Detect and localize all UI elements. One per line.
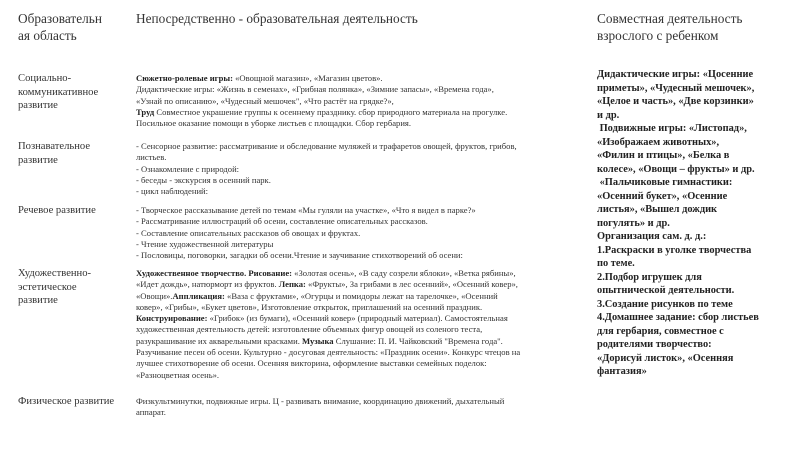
- activity-text: Слушание: П. И. Чайковский "Времена года".: [333, 335, 503, 346]
- activity-text: листьев.: [136, 152, 167, 163]
- activity-heading: Музыка: [302, 335, 334, 346]
- activity-text: Совместное украшение группы к осеннему празднику. сбор природного материала на прогулке.: [154, 106, 508, 117]
- row-area-label: [18, 204, 96, 218]
- activity-heading: Конструирование:: [136, 313, 208, 324]
- header-col-activity: Непосредственно - образовательная деятельность: [136, 11, 418, 26]
- joint-activity-line: 1.Раскраски в уголке творчества: [597, 244, 752, 256]
- activity-text: - Ознакомление с природой:: [136, 163, 240, 174]
- row-activity-content: [136, 141, 596, 197]
- activity-text: разукрашивание их акварельными красками.: [136, 335, 303, 346]
- activity-text: Посильное оказание помощи в уборке листьев с площадки. Сбор гербария.: [136, 118, 412, 129]
- activity-text: Физкультминутки, подвижные игры. Ц - развивать внимание, координацию движений, дыхательный: [136, 396, 505, 406]
- joint-activity-line: и др.: [597, 109, 620, 121]
- row-area-label: [18, 140, 90, 167]
- activity-line: [136, 347, 596, 358]
- joint-activity-line: опытнической деятельности.: [597, 285, 735, 296]
- activity-text: - Рассматривание иллюстраций об осени, составление описательных рассказов.: [136, 216, 428, 227]
- joint-activity-line: «Филин и птицы», «Белка в: [597, 150, 730, 161]
- area-label-line: развитие: [18, 295, 58, 306]
- activity-text: «Золотая осень», «В саду созрели яблоки», «Ветка рябины»,: [292, 268, 516, 278]
- row-activity-content: [136, 396, 596, 419]
- area-label-line: Речевое развитие: [18, 205, 96, 216]
- activity-text: Дидактические игры: «Жизнь в семенах», «Грибная полянка», «Зимние запасы», «Времена года»,: [136, 84, 494, 95]
- joint-activity-line: родителями творчество:: [597, 339, 712, 350]
- joint-activity-line: для гербария, совместное с: [597, 325, 724, 337]
- activity-heading: Художественное творчество. Рисование:: [136, 268, 293, 278]
- activity-line: [136, 118, 596, 129]
- activity-line: [136, 96, 596, 107]
- joint-activity-line: Дидактические игры: «Цосенние: [597, 69, 754, 80]
- joint-activity-line: Подвижные игры: «Листопад»,: [597, 123, 747, 134]
- activity-text: ковер», «Грибы», «Букет цветов», Изготовление открыток, приглашений на осенний праздник.: [136, 301, 483, 312]
- activity-text: - Составление описательных рассказов об овощах и фруктах.: [136, 227, 361, 238]
- joint-activity-line: колесе», «Овощи – фрукты» и др.: [597, 163, 755, 175]
- activity-line: [136, 324, 596, 335]
- joint-activity-line: «Осенний букет», «Осенние: [597, 190, 728, 202]
- joint-activity-column: [597, 68, 797, 379]
- activity-text: - цикл наблюдений:: [136, 186, 209, 197]
- activity-line: [136, 205, 596, 216]
- activity-line: [136, 84, 596, 95]
- activity-text: - Чтение художественной литературы: [136, 238, 274, 249]
- activity-heading: Лепка:: [278, 279, 306, 290]
- joint-activity-line: «Целое и часть», «Две корзинки»: [597, 96, 754, 107]
- area-label-line: развитие: [18, 154, 58, 166]
- activity-text: - Пословицы, поговорки, загадки об осени.Чтение и заучивание стихотворений об осени:: [136, 250, 463, 261]
- row-area-label: [18, 395, 114, 409]
- activity-text: - беседы - экскурсия в осенний парк.: [136, 174, 271, 185]
- joint-activity-line: «Дорисуй листок», «Осенняя: [597, 352, 734, 364]
- joint-activity-line: 3.Создание рисунков по теме: [597, 298, 733, 310]
- activity-line: [136, 268, 596, 279]
- activity-line: [136, 228, 596, 239]
- header-col-joint: [597, 10, 742, 44]
- activity-line: [136, 141, 596, 152]
- joint-activity-line: по теме.: [597, 258, 635, 269]
- activity-text: лучшее стихотворение об осени. Осенняя викторина, оформление выставки семейных поделок:: [136, 358, 487, 369]
- header-joint-line1: Совместная деятельность: [597, 11, 743, 26]
- activity-line: [136, 396, 596, 407]
- area-label-line: Познавательное: [18, 141, 91, 152]
- joint-activity-line: приметы», «Чудесный мешочек»,: [597, 82, 755, 94]
- area-label-line: Социально-: [18, 73, 72, 84]
- row-activity-content: [136, 73, 596, 129]
- activity-line: [136, 370, 596, 381]
- row-area-label: [18, 267, 91, 308]
- header-joint-line2: взрослого с ребенком: [597, 28, 719, 43]
- activity-text: художественная деятельность детей: изготовление объемных фигур овощей из соленого теста,: [136, 324, 483, 335]
- activity-text: «Фрукты», За грибами в лес осенний», «Осенний ковер»,: [305, 279, 518, 290]
- activity-heading: Аппликация:: [172, 290, 225, 301]
- area-label-line: Художественно-: [18, 268, 92, 279]
- activity-text: аппарат.: [136, 407, 166, 418]
- activity-line: [136, 186, 596, 197]
- area-label-line: Физическое развитие: [18, 396, 115, 407]
- area-label-line: коммуникативное: [18, 86, 99, 98]
- activity-text: Разучивание песен об осени. Культурно - досуговая деятельность: «Праздник осени». Конкурс чтецов на: [136, 347, 521, 358]
- activity-line: [136, 107, 596, 118]
- activity-heading: Сюжетно-ролевые игры:: [136, 73, 233, 83]
- joint-activity-line: «Пальчиковые гимнастики:: [597, 177, 733, 188]
- activity-line: [136, 250, 596, 261]
- header-col-area: Образовательная область: [18, 11, 102, 43]
- joint-activity-line: фантазия»: [597, 366, 647, 377]
- activity-text: - Творческое рассказывание детей по темам «Мы гуляли на участке», «Что я видел в парке?»: [136, 205, 476, 215]
- joint-activity-line: листья», «Вышел дождик: [597, 204, 718, 215]
- activity-text: «Овощной магазин», «Магазин цветов».: [232, 73, 383, 83]
- joint-activity-line: Организация сам. д. д.:: [597, 231, 707, 242]
- activity-line: [136, 302, 596, 313]
- activity-line: [136, 239, 596, 250]
- activity-line: [136, 336, 596, 347]
- row-area-label: [18, 72, 98, 113]
- activity-text: «Узнай по описанию», «Чудесный мешочек", «Что растёт на грядке?»,: [136, 95, 394, 106]
- area-label-line: развитие: [18, 100, 58, 111]
- activity-text: «Грибок» (из бумаги), «Осенний ковер» (природный материал). Самостоятельная: [207, 313, 508, 324]
- activity-line: [136, 216, 596, 227]
- activity-text: «Овощи».: [136, 290, 173, 301]
- activity-heading: Труд: [136, 106, 155, 117]
- activity-line: [136, 313, 596, 324]
- row-activity-content: [136, 268, 596, 381]
- joint-activity-line: «Изображаем животных»,: [597, 136, 720, 148]
- activity-line: [136, 73, 596, 84]
- activity-text: - Сенсорное развитие: рассматривание и обследование муляжей и трафаретов овощей, фруктов, грибов,: [136, 141, 517, 151]
- joint-activity-line: погулять» и др.: [597, 217, 670, 229]
- joint-activity-line: 4.Домашнее задание: сбор листьев: [597, 312, 759, 323]
- activity-line: [136, 358, 596, 369]
- activity-line: [136, 291, 596, 302]
- joint-activity-line: 2.Подбор игрушек для: [597, 271, 702, 283]
- area-label-line: эстетическое: [18, 281, 77, 293]
- activity-line: [136, 152, 596, 163]
- activity-line: [136, 407, 596, 418]
- activity-line: [136, 175, 596, 186]
- activity-text: «Ваза с фруктами», «Огурцы и помидоры лежат на тарелочке», «Осенний: [224, 290, 498, 301]
- row-activity-content: [136, 205, 596, 261]
- activity-text: «Идет дождь», натюрморт из фруктов.: [136, 279, 279, 290]
- activity-line: [136, 164, 596, 175]
- activity-line: [136, 279, 596, 290]
- activity-text: «Разноцветная осень».: [136, 369, 220, 380]
